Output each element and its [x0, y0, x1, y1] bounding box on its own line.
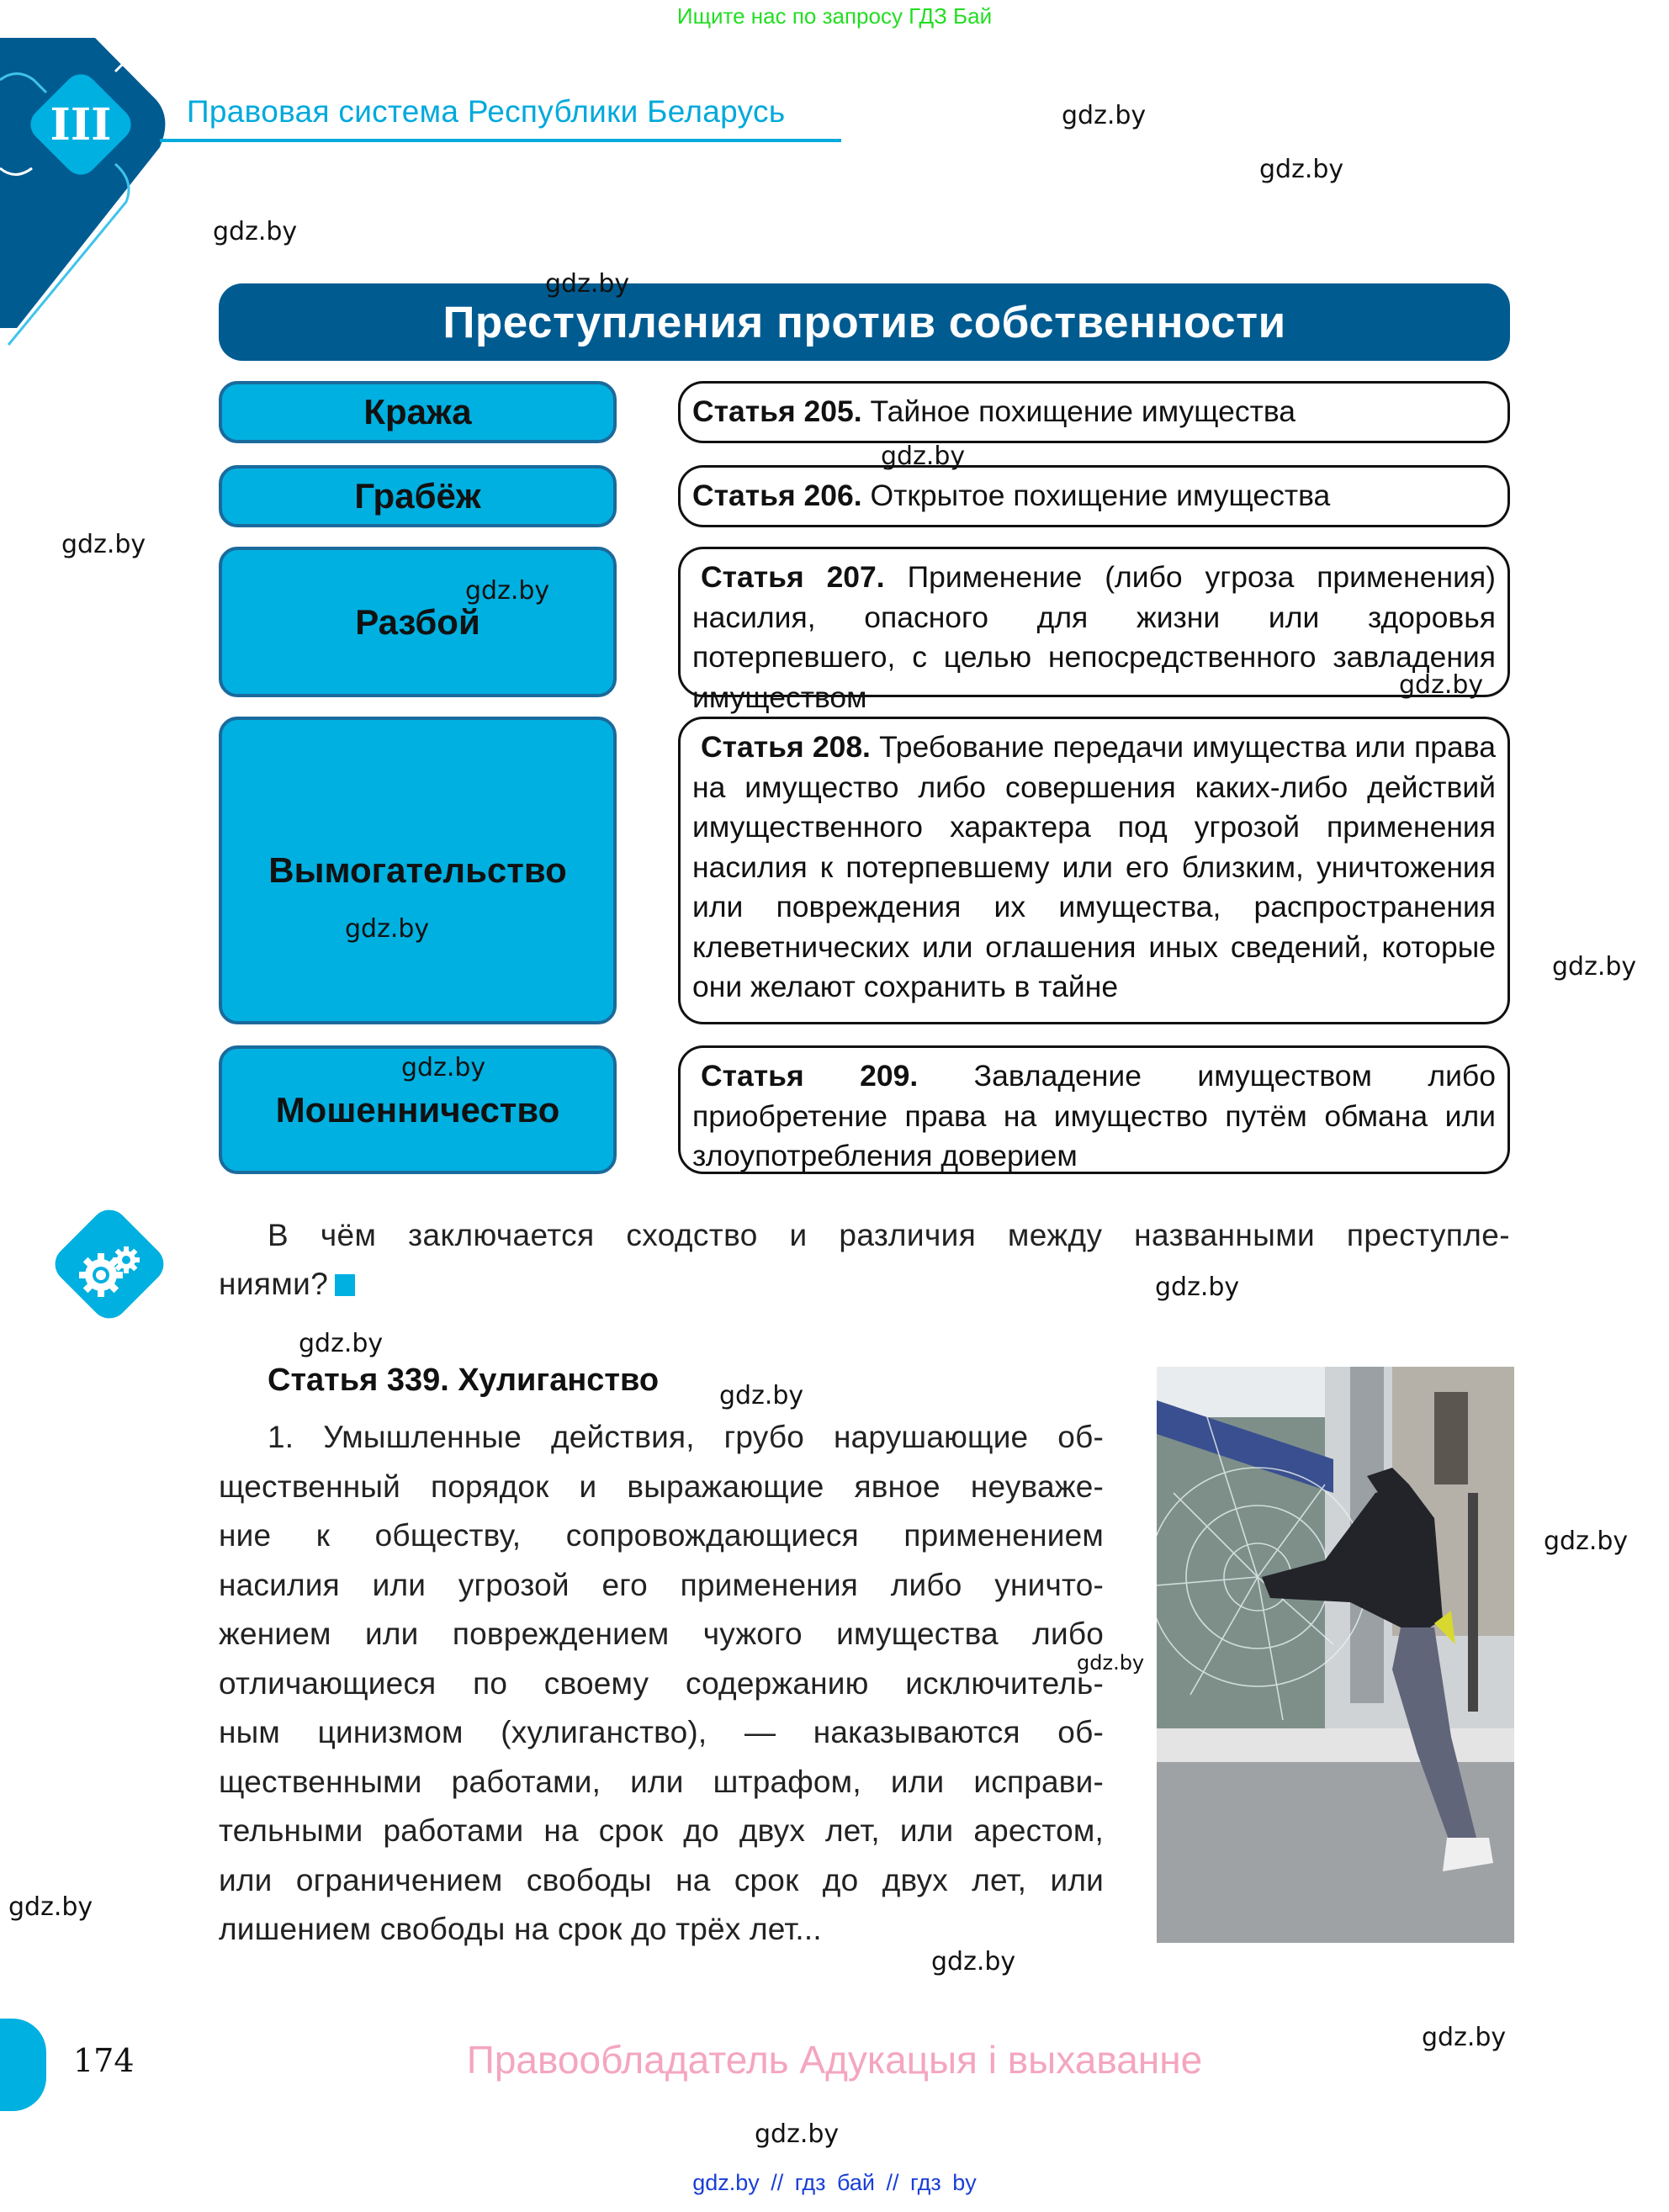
watermark: gdz.by [1155, 1273, 1240, 1302]
svg-text:III: III [50, 99, 112, 151]
crime-name: Грабёж [354, 476, 481, 516]
article-label: Статья 209. [701, 1059, 919, 1093]
section-title: Преступления против собственности [442, 297, 1286, 347]
watermark: gdz.by [931, 1947, 1016, 1977]
watermark: gdz.by [1399, 670, 1484, 700]
body-line: жением или повреждением чужого имущества либо [219, 1617, 1104, 1651]
body-line: ным цинизмом (хулиганство), — наказываются об- [219, 1715, 1104, 1749]
footer-links[interactable]: gdz.by // гдз бай // гдз by [692, 2170, 977, 2195]
watermark: gdz.by [299, 1329, 384, 1358]
chapter-title: Правовая система Республики Беларусь [187, 94, 786, 129]
article-box-209 [678, 1045, 1510, 1174]
article-label: Статья 205. [692, 394, 862, 429]
body-line: или ограничением свободы на срок до двух лет, или [219, 1862, 1104, 1897]
watermark: gdz.by [465, 576, 550, 606]
watermark: gdz.by [1259, 155, 1344, 184]
question-line-1: В чём заключается сходство и различия между названными преступле- [268, 1218, 1510, 1252]
crime-name: Вымогательство [268, 850, 567, 890]
article-box-206 [678, 465, 1510, 527]
body-line: отличающиеся по своему содержанию исключитель- [219, 1665, 1104, 1701]
article-text: Требование передачи имущества или права на имущество либо совершения каких-либо действий имущественного характера под угрозой применения насилия к потерпевшему или его близким, уничтожения или повреждения их имущества, распространения клеветнических или оглашения иных сведений, которые они желают сохранить в тайне [692, 730, 1496, 1003]
end-square-icon [335, 1274, 355, 1296]
watermark: gdz.by [1062, 101, 1147, 130]
watermark: gdz.by [755, 2119, 840, 2149]
watermark: gdz.by [1077, 1651, 1145, 1675]
search-banner: Ищите нас по запросу ГДЗ Бай [676, 3, 993, 29]
body-line: ние к обществу, сопровождающиеся применением [219, 1518, 1104, 1553]
watermark: gdz.by [1552, 952, 1637, 982]
crime-box-armed-robbery [219, 547, 617, 697]
watermark: gdz.by [345, 914, 430, 944]
watermark: gdz.by [719, 1381, 804, 1410]
article-text: Завладение имуществом либо приобретение права на имущество путём обмана или злоупотребления доверием [692, 1059, 1496, 1172]
watermark: gdz.by [8, 1892, 93, 1922]
article-label: Статья 207. [701, 560, 885, 594]
body-line: лишением свободы на срок до трёх лет... [219, 1912, 822, 1946]
crime-name: Мошенничество [275, 1089, 560, 1130]
crime-box-robbery [219, 465, 617, 527]
discussion-question [219, 1211, 1510, 1309]
watermark: gdz.by [401, 1053, 486, 1082]
article-box-207 [678, 547, 1510, 714]
gears-icon [48, 1203, 171, 1326]
crime-box-extortion [219, 717, 617, 1024]
crime-name: Кража [363, 392, 472, 431]
body-line: 1. Умышленные действия, грубо нарушающие об- [268, 1420, 1104, 1454]
vandalism-photo [1157, 1367, 1514, 1943]
watermark: gdz.by [213, 217, 298, 246]
crime-box-theft [219, 381, 617, 443]
watermark: gdz.by [1422, 2023, 1507, 2052]
watermark: gdz.by [61, 530, 146, 559]
crime-name: Разбой [355, 601, 480, 642]
body-line: щественными работами, или штрафом, или исправи- [219, 1764, 1104, 1799]
body-line: тельными работами на срок до двух лет, или арестом, [219, 1813, 1104, 1848]
watermark: gdz.by [1544, 1527, 1629, 1556]
article-text: Открытое похищение имущества [870, 479, 1331, 513]
article-text: Тайное похищение имущества [870, 394, 1296, 429]
article-label: Статья 208. [701, 730, 871, 764]
body-line: насилия или угрозой его применения либо уничто- [219, 1567, 1104, 1602]
article-box-208 [678, 717, 1510, 1024]
copyright-notice: Правообладатель Адукацыя і выхаванне [466, 2038, 1203, 2082]
page-number: 174 [73, 2042, 135, 2079]
watermark: gdz.by [545, 269, 630, 299]
article-label: Статья 206. [692, 479, 862, 513]
article-box-205 [678, 381, 1510, 443]
article-text: Применение (либо угроза применения) насилия, опасного для жизни или здоровья потерпевшего, с целью непосредственного завладения имуществом [692, 560, 1496, 714]
article-339-title: Статья 339. Хулиганство [268, 1363, 660, 1398]
question-line-2: ниями? [219, 1267, 329, 1301]
body-line: щественный порядок и выражающие явное неуваже- [219, 1468, 1104, 1504]
chapter-underline [160, 139, 841, 142]
section-header [219, 283, 1510, 361]
watermark: gdz.by [881, 442, 966, 471]
article-339-body [219, 1413, 1104, 1955]
